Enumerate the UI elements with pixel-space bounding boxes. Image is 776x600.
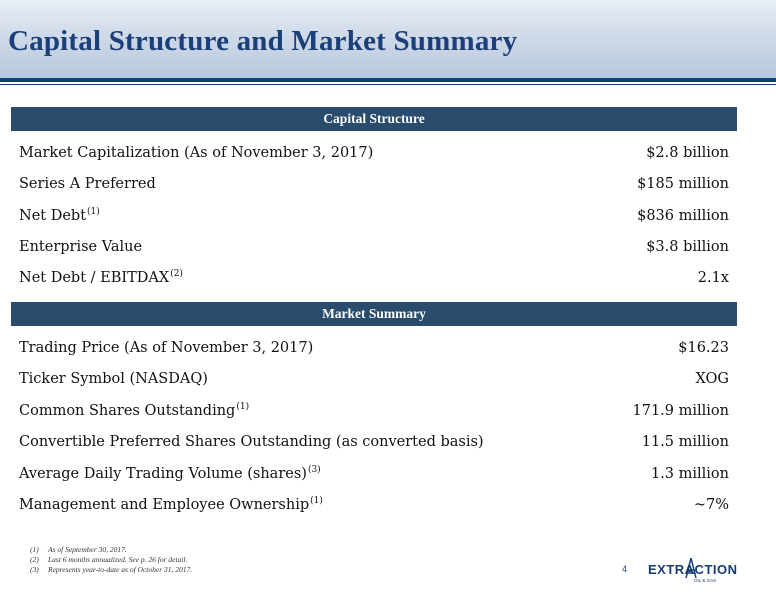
row-value: XOG [695, 371, 729, 387]
row-value: 2.1x [697, 270, 729, 286]
capital-structure-row [11, 203, 729, 229]
footnote: (2) Last 6 months annualized. See p. 26 for detail. [30, 555, 188, 564]
row-label: Management and Employee Ownership$^{(1)}$ [19, 496, 323, 513]
capital-structure-row [11, 140, 729, 166]
market-summary-row [11, 429, 729, 455]
row-value: $16.23 [678, 340, 729, 356]
capital-structure-row [11, 234, 729, 260]
row-value: 1.3 million [650, 466, 729, 482]
row-value: ~7% [693, 497, 729, 513]
row-label: Average Daily Trading Volume (shares)$^{(3)}$ [19, 465, 321, 482]
market-summary-row [11, 461, 729, 487]
row-label: Market Capitalization (As of November 3, 2017) [19, 145, 374, 161]
row-value: $185 million [637, 176, 729, 192]
row-label: Common Shares Outstanding$^{(1)}$ [19, 402, 250, 419]
market-summary-row [11, 366, 729, 392]
capital-structure-heading: Capital Structure [11, 107, 737, 131]
capital-structure-row [11, 265, 729, 291]
market-summary-row [11, 398, 729, 424]
capital-structure-row [11, 171, 729, 197]
header-rule-thin [0, 84, 776, 85]
footnotes [30, 545, 450, 575]
slide-title: Capital Structure and Market Summary [8, 25, 518, 57]
row-value: 11.5 million [641, 434, 729, 450]
row-label: Convertible Preferred Shares Outstanding (as converted basis) [19, 434, 484, 450]
row-label: Net Debt$^{(1)}$ [19, 207, 100, 224]
extraction-logo [648, 558, 740, 592]
row-value: 171.9 million [632, 403, 729, 419]
row-value: $836 million [637, 208, 729, 224]
market-summary-row [11, 335, 729, 361]
footnote: (3) Represents year-to-date as of October 31, 2017. [30, 565, 193, 574]
row-value: $2.8 billion [646, 145, 729, 161]
logo-wordmark: EXTRACTION [648, 562, 738, 577]
row-value: $3.8 billion [646, 239, 729, 255]
header-rule [0, 78, 776, 82]
market-summary-heading: Market Summary [11, 302, 737, 326]
row-label: Ticker Symbol (NASDAQ) [19, 371, 208, 387]
page-number: 4 [622, 564, 628, 574]
logo-subtext: OIL & GAS [694, 578, 717, 583]
row-label: Trading Price (As of November 3, 2017) [19, 340, 314, 356]
row-label: Net Debt / EBITDAX$^{(2)}$ [19, 269, 183, 286]
footnote: (1) As of September 30, 2017. [30, 545, 127, 554]
market-summary-row [11, 492, 729, 518]
row-label: Enterprise Value [19, 239, 143, 255]
row-label: Series A Preferred [19, 176, 156, 192]
